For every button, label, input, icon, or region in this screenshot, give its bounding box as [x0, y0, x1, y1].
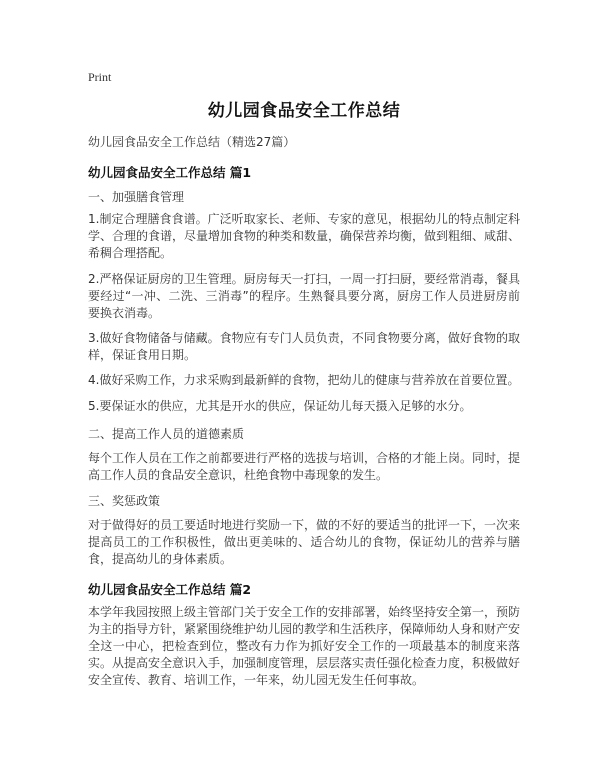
paragraph: 4.做好采购工作，力求采购到最新鲜的食物，把幼儿的健康与营养放在首要位置。 — [88, 373, 520, 387]
paragraph: 2.严格保证厨房的卫生管理。厨房每天一打扫，一周一打扫厨，要经常消毒，餐具要经过“一冲、二洗、三消毒”的程序。生熟餐具要分离，厨房工作人员进厨房前要换衣消毒。 — [88, 272, 520, 320]
section-heading: 幼儿园食品安全工作总结 篇1 — [88, 165, 252, 180]
page-title: 幼儿园食品安全工作总结 — [207, 101, 401, 121]
paragraph: 每个工作人员在工作之前都要进行严格的选拔与培训，合格的才能上岗。同时，提高工作人员的食品安全意识，杜绝食物中毒现象的发生。 — [88, 451, 521, 482]
document-subtitle: 幼儿园食品安全工作总结（精选27篇） — [88, 135, 296, 149]
paragraph: 1.制定合理膳食食谱。广泛听取家长、老师、专家的意见，根据幼儿的特点制定科学、合理的食谱，尽量增加食物的种类和数量，确保营养均衡，做到粗细、咸甜、希稠合理搭配。 — [88, 212, 521, 260]
paragraph: 对于做得好的员工要适时地进行奖励一下，做的不好的要适当的批评一下，一次来提高员工的工作积极性，做出更美味的、适合幼儿的食物，保证幼儿的营养与膳食，提高幼儿的身体素质。 — [88, 518, 521, 566]
paragraph: 5.要保证水的供应，尤其是开水的供应，保证幼儿每天摄入足够的水分。 — [88, 399, 472, 413]
subheading: 一、加强膳食管理 — [88, 190, 185, 204]
print-link[interactable]: Print — [88, 70, 112, 84]
paragraph: 3.做好食物储备与储藏。食物应有专门人员负责，不同食物要分离，做好食物的取样，保证食用日期。 — [88, 331, 520, 362]
paragraph: 本学年我园按照上级主管部门关于安全工作的安排部署，始终坚持安全第一，预防为主的指导方针，紧紧围绕维护幼儿园的教学和生活秩序，保障师幼人身和财产安全这一中心，把检查到位，整改有力作为抓好安全工作的一项最基本的制度来落实。从提高安全意识入手，加强制度管理，层层落实责任强化检查力度，积极做好安全宣传、教育、培训工作，一年来，幼儿园无发生任何事故。 — [88, 605, 521, 687]
section-heading: 幼儿园食品安全工作总结 篇2 — [88, 582, 252, 597]
subheading: 二、提高工作人员的道德素质 — [88, 427, 245, 441]
subheading: 三、奖惩政策 — [88, 494, 161, 508]
